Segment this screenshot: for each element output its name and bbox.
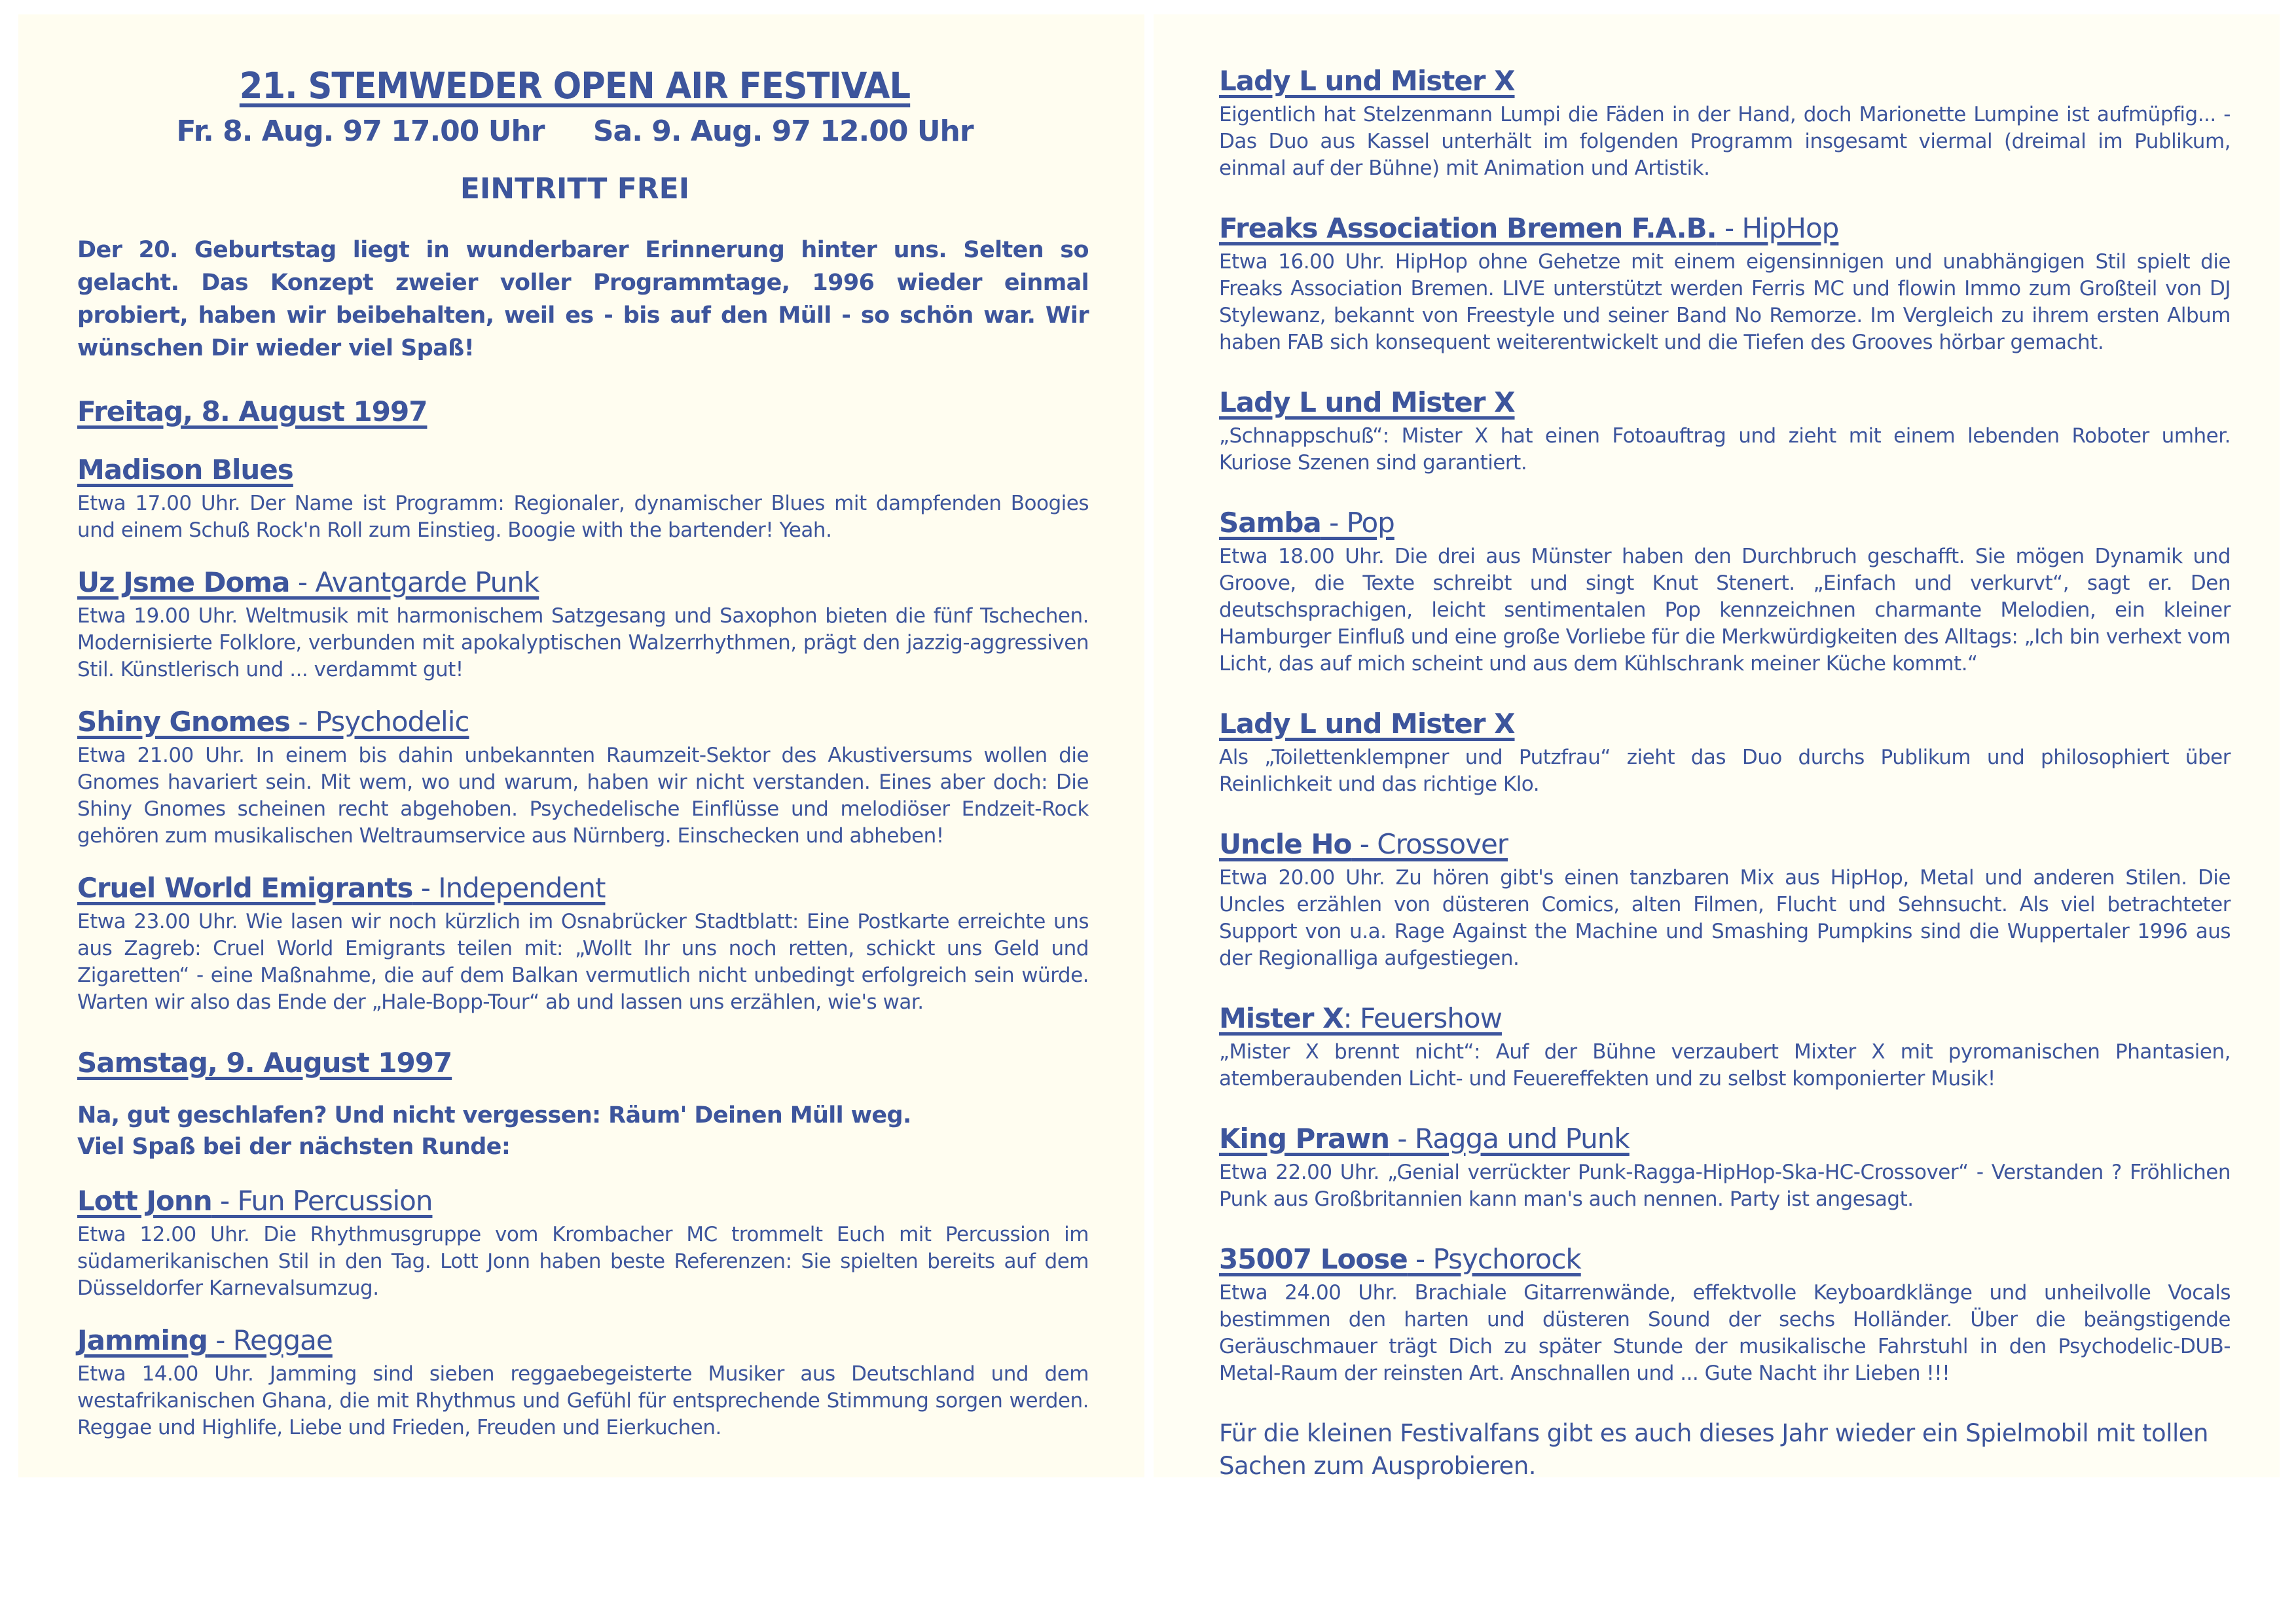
act-lady-l-mister-x-1 <box>1219 62 2231 182</box>
act-cruel-world-emigrants <box>77 869 1089 1016</box>
act-name: Mister X <box>1219 1002 1343 1034</box>
act-lady-l-mister-x-3 <box>1219 705 2231 798</box>
act-name: Lady L und Mister X <box>1219 386 1515 418</box>
act-lady-l-mister-x-2 <box>1219 384 2231 477</box>
right-column <box>1219 62 2231 1507</box>
act-description: Als „Toilettenklempner und Putzfrau“ zieht das Duo durchs Publikum und philosophiert über Reinlichkeit und das richtige Klo. <box>1219 746 2231 796</box>
act-genre: : Feuershow <box>1343 1002 1502 1034</box>
act-description: Eigentlich hat Stelzenmann Lumpi die Fäden in der Hand, doch Marionette Lumpine ist aufmüpfig... - Das Duo aus Kassel unterhält im folgenden Programm insgesamt viermal (dreimal im Publikum, einmal auf der Bühne) mit Animation und Artistik. <box>1219 103 2231 180</box>
act-heading <box>77 703 469 741</box>
act-genre: - Psychorock <box>1407 1243 1581 1275</box>
act-description: Etwa 17.00 Uhr. Der Name ist Programm: Regionaler, dynamischer Blues mit dampfenden Boogies und einem Schuß Rock'n Roll zum Einstieg. Boogie with the bartender! Yeah. <box>77 492 1089 542</box>
date-saturday: Sa. 9. Aug. 97 12.00 Uhr <box>592 115 974 148</box>
act-description: Etwa 22.00 Uhr. „Genial verrückter Punk-Ragga-HipHop-Ska-HC-Crossover“ - Verstanden ? Fröhlichen Punk aus Großbritannien kann man's auch nennen. Party ist angesagt. <box>1219 1161 2231 1211</box>
saturday-intro-line: Na, gut geschlafen? Und nicht vergessen: Räum' Deinen Müll weg. <box>77 1102 911 1128</box>
closing-note: Für die kleinen Festivalfans gibt es auch dieses Jahr wieder ein Spielmobil mit tollen Sachen zum Ausprobieren. <box>1219 1419 2208 1480</box>
act-samba <box>1219 504 2231 677</box>
saturday-intro-line: Viel Spaß bei der nächsten Runde: <box>77 1134 511 1160</box>
act-genre: - Avantgarde Punk <box>289 566 539 598</box>
act-heading <box>1219 825 1508 863</box>
friday-heading: Freitag, 8. August 1997 <box>77 395 428 427</box>
act-genre: - Ragga und Punk <box>1389 1123 1630 1155</box>
festival-dates <box>77 112 1072 151</box>
act-35007-loose <box>1219 1240 2231 1387</box>
act-name: Lott Jonn <box>77 1185 212 1217</box>
act-heading <box>1219 1000 1502 1038</box>
act-heading <box>1219 504 1394 542</box>
act-name: Uncle Ho <box>1219 828 1352 860</box>
act-name: Freaks Association Bremen F.A.B. <box>1219 212 1717 244</box>
act-genre: - Psychodelic <box>289 706 469 738</box>
act-description: Etwa 12.00 Uhr. Die Rhythmusgruppe vom Krombacher MC trommelt Euch mit Percussion im südamerikanischen Stil in den Tag. Lott Jonn haben beste Referenzen: Sie spielten bereits auf dem Düsseldorfer Karnevalsumzug. <box>77 1223 1089 1300</box>
act-description: „Mister X brennt nicht“: Auf der Bühne verzaubert Mixter X mit pyromanischen Phantasien, atemberaubenden Licht- und Feuereffekten und zu selbst komponierter Musik! <box>1219 1040 2231 1091</box>
act-genre: - Independent <box>412 872 606 904</box>
act-genre: - Pop <box>1321 507 1394 539</box>
act-genre: - Crossover <box>1351 828 1508 860</box>
saturday-intro <box>77 1100 1089 1163</box>
admission-note: EINTRITT FREI <box>460 172 690 206</box>
act-heading <box>1219 1120 1630 1158</box>
act-heading <box>77 1322 333 1360</box>
act-heading <box>77 869 605 907</box>
act-mister-x-feuershow <box>1219 1000 2231 1092</box>
act-description: Etwa 24.00 Uhr. Brachiale Gitarrenwände, effektvolle Keyboardklänge und unheilvolle Vocals bestimmen den harten und düsteren Sound der sechs Holländer. Über die beängstigende Geräuschmauer trägt Dich zu später Stunde der musikalische Fahrstuhl in den Psychodelic-DUB-Metal-Raum der reinsten Art. Anschnallen und ... Gute Nacht ihr Lieben !!! <box>1219 1281 2231 1385</box>
act-king-prawn <box>1219 1120 2231 1213</box>
act-madison-blues <box>77 451 1089 544</box>
act-name: Cruel World Emigrants <box>77 872 413 904</box>
act-genre: - Fun Percussion <box>211 1185 433 1217</box>
act-name: Samba <box>1219 507 1321 539</box>
left-column <box>77 62 1089 1441</box>
act-name: 35007 Loose <box>1219 1243 1408 1275</box>
act-name: Lady L und Mister X <box>1219 65 1515 97</box>
act-heading <box>1219 209 1838 247</box>
act-description: Etwa 23.00 Uhr. Wie lasen wir noch kürzlich im Osnabrücker Stadtblatt: Eine Postkarte erreichte uns aus Zagreb: Cruel World Emigrants teilen mit: „Wollt Ihr uns noch retten, schickt uns Geld und Zigaretten“ - eine Maßnahme, die auf dem Balkan vermutlich nicht unbedingt erfolgreich sein würde. Warten wir also das Ende der „Hale-Bopp-Tour“ ab und lassen uns erzählen, wie's war. <box>77 910 1089 1014</box>
act-name: Jamming <box>77 1324 208 1356</box>
act-genre: - HipHop <box>1716 212 1839 244</box>
act-heading <box>77 1182 432 1220</box>
act-description: Etwa 21.00 Uhr. In einem bis dahin unbekannten Raumzeit-Sektor des Akustiversums wollen die Gnomes havariert sein. Mit wem, wo und warum, haben wir nicht verstanden. Eines aber doch: Die Shiny Gnomes scheinen recht abgehoben. Psychedelische Einflüsse und melodiöser Endzeit-Rock gehören zum musikalischen Weltraumservice aus Nürnberg. Einschecken und abheben! <box>77 744 1089 848</box>
act-shiny-gnomes <box>77 703 1089 850</box>
act-heading <box>1219 1240 1581 1278</box>
act-name: Uz Jsme Doma <box>77 566 290 598</box>
act-uncle-ho <box>1219 825 2231 972</box>
festival-header <box>77 62 1072 209</box>
act-freaks-association-bremen <box>1219 209 2231 356</box>
act-jamming <box>77 1322 1089 1441</box>
act-description: Etwa 20.00 Uhr. Zu hören gibt's einen tanzbaren Mix aus HipHop, Metal und anderen Stilen. Die Uncles erzählen von düsteren Comics, alten Filmen, Flucht und Sehnsucht. Als viel betrachteter Support von u.a. Rage Against the Machine und Smashing Pumpkins sind die Wuppertaler 1996 aus der Regionalliga aufgestiegen. <box>1219 866 2231 970</box>
act-description: Etwa 16.00 Uhr. HipHop ohne Gehetze mit einem eigensinnigen und unabhängigen Stil spielt die Freaks Association Bremen. LIVE unterstützt werden Ferris MC und flowin Immo zum Großteil von DJ Stylewanz, bekannt von Freestyle und seiner Band No Remorze. Im Vergleich zu ihrem ersten Album haben FAB sich konsequent weiterentwickelt und die Tiefen des Grooves hörbar gemacht. <box>1219 250 2231 354</box>
act-heading <box>1219 62 1515 100</box>
act-genre: - Reggae <box>207 1324 333 1356</box>
act-description: „Schnappschuß“: Mister X hat einen Fotoauftrag und zieht mit einem lebenden Roboter umher. Kuriose Szenen sind garantiert. <box>1219 424 2231 475</box>
act-description: Etwa 18.00 Uhr. Die drei aus Münster haben den Durchbruch geschafft. Sie mögen Dynamik und Groove, die Texte schreibt und singt Knut Stenert. „Einfach und verkurvt“, sagt er. Den deutschsprachigen, leicht sentimentalen Pop kennzeichnen charmante Melodien, ein kleiner Hamburger Einfluß und eine große Vorliebe für die Merkwürdigkeiten des Alltags: „Ich bin verhext vom Licht, das auf mich scheint und aus dem Kühlschrank meiner Küche kommt.“ <box>1219 545 2231 676</box>
act-heading <box>1219 384 1515 422</box>
date-friday: Fr. 8. Aug. 97 17.00 Uhr <box>176 115 545 148</box>
act-heading <box>77 564 539 602</box>
act-lott-jonn <box>77 1182 1089 1302</box>
act-name: Madison Blues <box>77 454 293 486</box>
act-heading <box>77 451 293 489</box>
act-name: Lady L und Mister X <box>1219 708 1515 740</box>
intro-paragraph: Der 20. Geburtstag liegt in wunderbarer Erinnerung hinter uns. Selten so gelacht. Das Konzept zweier voller Programmtage, 1996 wieder einmal probiert, haben wir beibehalten, weil es - bis auf den Müll - so schön war. Wir wünschen Dir wieder viel Spaß! <box>77 237 1089 361</box>
act-name: King Prawn <box>1219 1123 1390 1155</box>
act-description: Etwa 19.00 Uhr. Weltmusik mit harmonischem Satzgesang und Saxophon bieten die fünf Tschechen. Modernisierte Folklore, verbunden mit apokalyptischen Walzerrhythmen, prägt den jazzig-aggressiven Stil. Künstlerisch und ... verdammt gut! <box>77 604 1089 681</box>
saturday-heading: Samstag, 9. August 1997 <box>77 1047 452 1079</box>
act-name: Shiny Gnomes <box>77 706 290 738</box>
act-uz-jsme-doma <box>77 564 1089 683</box>
act-heading <box>1219 705 1515 743</box>
act-description: Etwa 14.00 Uhr. Jamming sind sieben reggaebegeisterte Musiker aus Deutschland und dem westafrikanischen Ghana, die mit Rhythmus und Gefühl für entsprechende Stimmung sorgen werden. Reggae und Highlife, Liebe und Frieden, Freuden und Eierkuchen. <box>77 1362 1089 1439</box>
festival-title: 21. STEMWEDER OPEN AIR FESTIVAL <box>239 65 911 107</box>
